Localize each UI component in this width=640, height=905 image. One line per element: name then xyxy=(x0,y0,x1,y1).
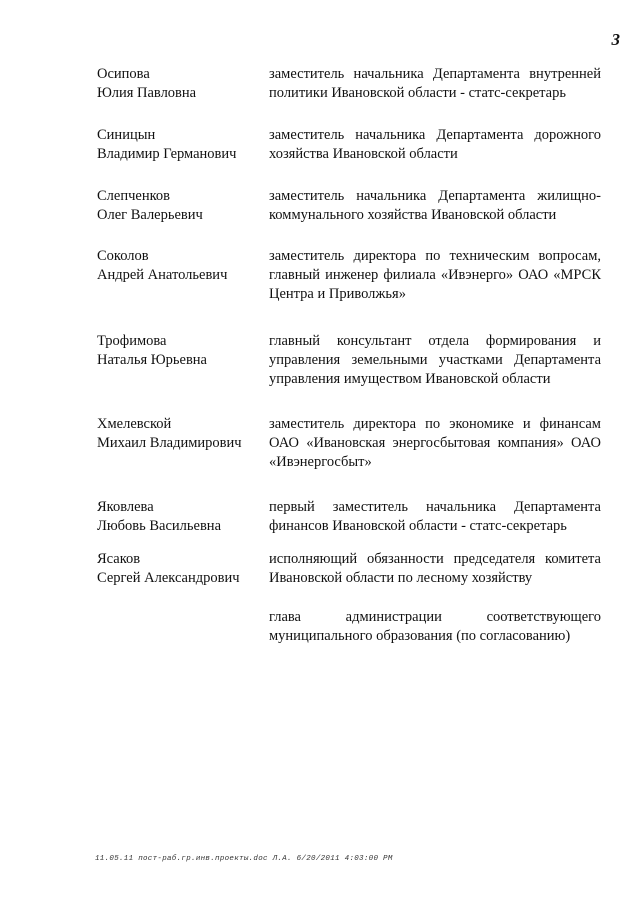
member-surname: Трофимова xyxy=(97,333,167,349)
member-surname: Хмелевской xyxy=(97,416,172,432)
member-entry xyxy=(97,65,602,103)
document-footer: 11.05.11 пост-раб.гр.инв.проекты.doc Л.А. 6/20/2011 4:03:00 PM xyxy=(95,855,393,863)
member-surname: Синицын xyxy=(97,127,156,143)
member-list xyxy=(97,65,602,646)
member-entry xyxy=(97,247,602,304)
member-entry xyxy=(97,332,602,389)
member-given-names: Наталья Юрьевна xyxy=(97,352,207,368)
member-role: главный консультант отдела формирования и управления земельными участками Департамента управления имуществом Ивановской области xyxy=(269,333,601,387)
member-name xyxy=(97,65,269,103)
member-surname: Яковлева xyxy=(97,499,154,515)
member-entry xyxy=(97,498,602,536)
member-given-names: Юлия Павловна xyxy=(97,85,197,101)
member-surname: Ясаков xyxy=(97,551,141,567)
member-name xyxy=(97,498,269,536)
member-given-names: Олег Валерьевич xyxy=(97,207,203,223)
member-role: заместитель начальника Департамента дорожного хозяйства Ивановской области xyxy=(269,127,601,162)
member-surname: Соколов xyxy=(97,248,149,264)
member-name xyxy=(97,187,269,225)
member-name xyxy=(97,550,269,588)
member-given-names: Любовь Васильевна xyxy=(97,518,222,534)
member-role: заместитель начальника Департамента жилищно-коммунального хозяйства Ивановской области xyxy=(269,188,601,223)
member-entry xyxy=(97,550,602,588)
member-given-names: Сергей Александрович xyxy=(97,570,240,586)
member-entry xyxy=(97,608,602,646)
member-role: заместитель директора по экономике и финансам ОАО «Ивановская энергосбытовая компания» ОАО «Ивэнергосбыт» xyxy=(269,416,601,470)
member-role: заместитель директора по техническим вопросам, главный инженер филиала «Ивэнерго» ОАО «МРСК Центра и Приволжья» xyxy=(269,248,601,302)
member-given-names: Андрей Анатольевич xyxy=(97,267,228,283)
member-entry xyxy=(97,415,602,472)
member-given-names: Владимир Германович xyxy=(97,146,237,162)
member-given-names: Михаил Владимирович xyxy=(97,435,242,451)
member-entry xyxy=(97,126,602,164)
member-role: заместитель начальника Департамента внутренней политики Ивановской области - статс-секретарь xyxy=(269,66,601,101)
member-surname: Слепченков xyxy=(97,188,170,204)
member-name xyxy=(97,332,269,370)
member-surname: Осипова xyxy=(97,66,150,82)
member-name xyxy=(97,247,269,285)
page-number: 3 xyxy=(611,30,620,49)
member-role: первый заместитель начальника Департамента финансов Ивановской области - статс-секретарь xyxy=(269,499,601,534)
member-name xyxy=(97,415,269,453)
member-role: исполняющий обязанности председателя комитета Ивановской области по лесному хозяйству xyxy=(269,551,601,586)
member-role: глава администрации соответствующего муниципального образования (по согласованию) xyxy=(269,609,601,644)
member-name xyxy=(97,126,269,164)
member-entry xyxy=(97,187,602,225)
